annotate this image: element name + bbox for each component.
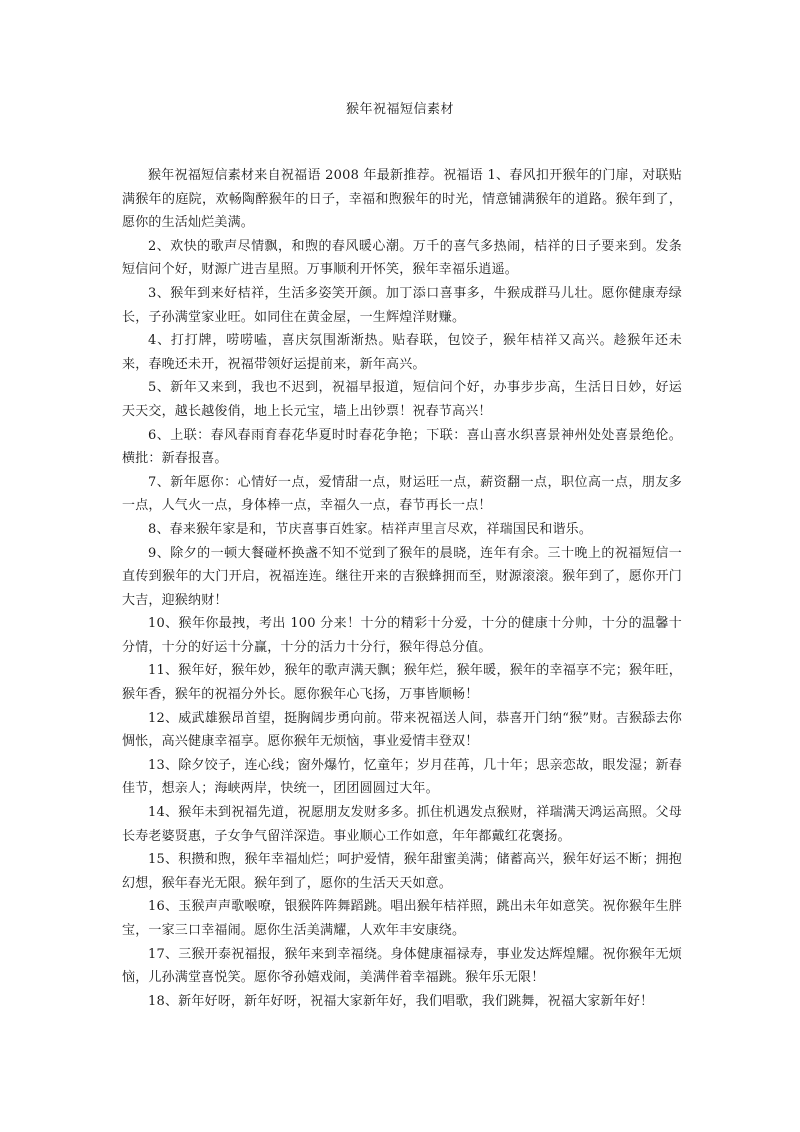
- paragraph: 猴年祝福短信素材来自祝福语 2008 年最新推荐。祝福语 1、春风扣开猴年的门扉，对联贴满猴年的庭院，欢畅陶醉猴年的日子，幸福和煦猴年的时光，情意铺满猴年的道路。猴年到了，愿你的生活灿烂美满。: [122, 168, 682, 231]
- paragraph: 13、除夕饺子，连心线；窗外爆竹，忆童年；岁月荏苒，几十年；思亲恋故，眼发湿；新春佳节，想亲人；海峡两岸，快统一，团团圆圆过大年。: [122, 757, 682, 797]
- paragraph: 9、除夕的一顿大餐碰杯换盏不知不觉到了猴年的晨晓，连年有余。三十晚上的祝福短信一直传到猴年的大门开启，祝福连连。继往开来的吉猴蜂拥而至，财源滚滚。猴年到了，愿你开门大吉，迎猴纳财！: [122, 545, 682, 608]
- paragraph: 18、新年好呀，新年好呀，祝福大家新年好，我们唱歌，我们跳舞，祝福大家新年好！: [148, 993, 654, 1009]
- paragraph: 16、玉猴声声歌喉嘹，银猴阵阵舞蹈跳。唱出猴年桔祥照，跳出未年如意笑。祝你猴年生胖宝，一家三口幸福闹。愿你生活美满耀，人欢年丰安康绕。: [122, 899, 682, 938]
- paragraph: 14、猴年未到祝福先道，祝愿朋友发财多多。抓住机遇发点猴财，祥瑞满天鸿运高照。父母长寿老婆贤惠，子女争气留洋深造。事业顺心工作如意，年年都戴红花褒扬。: [122, 805, 682, 844]
- paragraph: 2、欢快的歌声尽情飘，和煦的春风暖心潮。万千的喜气多热闹，桔祥的日子要来到。发条短信问个好，财源广进吉星照。万事顺利开怀笑，猴年幸福乐逍遥。: [122, 238, 682, 278]
- document-title: 猴年祝福短信素材: [345, 102, 454, 117]
- document-body: [122, 164, 682, 1013]
- paragraph: 5、新年又来到，我也不迟到，祝福早报道，短信问个好，办事步步高，生活日日妙，好运天天交，越长越俊俏，地上长元宝，墙上出钞票！祝春节高兴！: [122, 380, 682, 419]
- paragraph: 7、新年愿你：心情好一点，爱情甜一点，财运旺一点，薪资翻一点，职位高一点，朋友多一点，人气火一点，身体棒一点，幸福久一点，春节再长一点！: [122, 474, 682, 514]
- paragraph: 15、积攒和煦，猴年幸福灿烂；呵护爱情，猴年甜蜜美满；储蓄高兴，猴年好运不断；拥抱幻想，猴年春光无限。猴年到了，愿你的生活天天如意。: [122, 852, 682, 891]
- paragraph: 12、威武雄猴昂首望，挺胸阔步勇向前。带来祝福送人间，恭喜开门纳“猴”财。吉猴舔去你惆怅，高兴健康幸福享。愿你猴年无烦恼，事业爱情丰登双！: [122, 710, 682, 750]
- paragraph: 3、猴年到来好桔祥，生活多姿笑开颜。加丁添口喜事多，牛猴成群马儿壮。愿你健康寿绿长，子孙满堂家业旺。如同住在黄金屋，一生辉煌洋财赚。: [122, 285, 682, 325]
- paragraph: 17、三猴开泰祝福报，猴年来到幸福绕。身体健康福禄寿，事业发达辉煌耀。祝你猴年无烦恼，儿孙满堂喜悦笑。愿你爷孙嬉戏闹，美满伴着幸福跳。猴年乐无限！: [122, 946, 682, 986]
- paragraph: 8、春来猴年家是和，节庆喜事百姓家。桔祥声里言尽欢，祥瑞国民和谐乐。: [148, 521, 593, 537]
- paragraph: 4、打打牌，唠唠嗑，喜庆氛围渐渐热。贴春联，包饺子，猴年桔祥又高兴。趁猴年还未来，春晚还未开，祝福带领好运提前来，新年高兴。: [122, 333, 682, 372]
- paragraph: 6、上联：春风春雨育春花华夏时时春花争艳；下联：喜山喜水织喜景神州处处喜景绝伦。横批：新春报喜。: [122, 427, 682, 467]
- paragraph: 10、猴年你最拽，考出 100 分来！十分的精彩十分爱，十分的健康十分帅，十分的温馨十分情，十分的好运十分赢，十分的活力十分行，猴年得总分值。: [122, 616, 682, 655]
- paragraph: 11、猴年好，猴年妙，猴年的歌声满天飘；猴年烂，猴年暖，猴年的幸福享不完；猴年旺，猴年香，猴年的祝福分外长。愿你猴年心飞扬，万事皆顺畅！: [122, 663, 682, 703]
